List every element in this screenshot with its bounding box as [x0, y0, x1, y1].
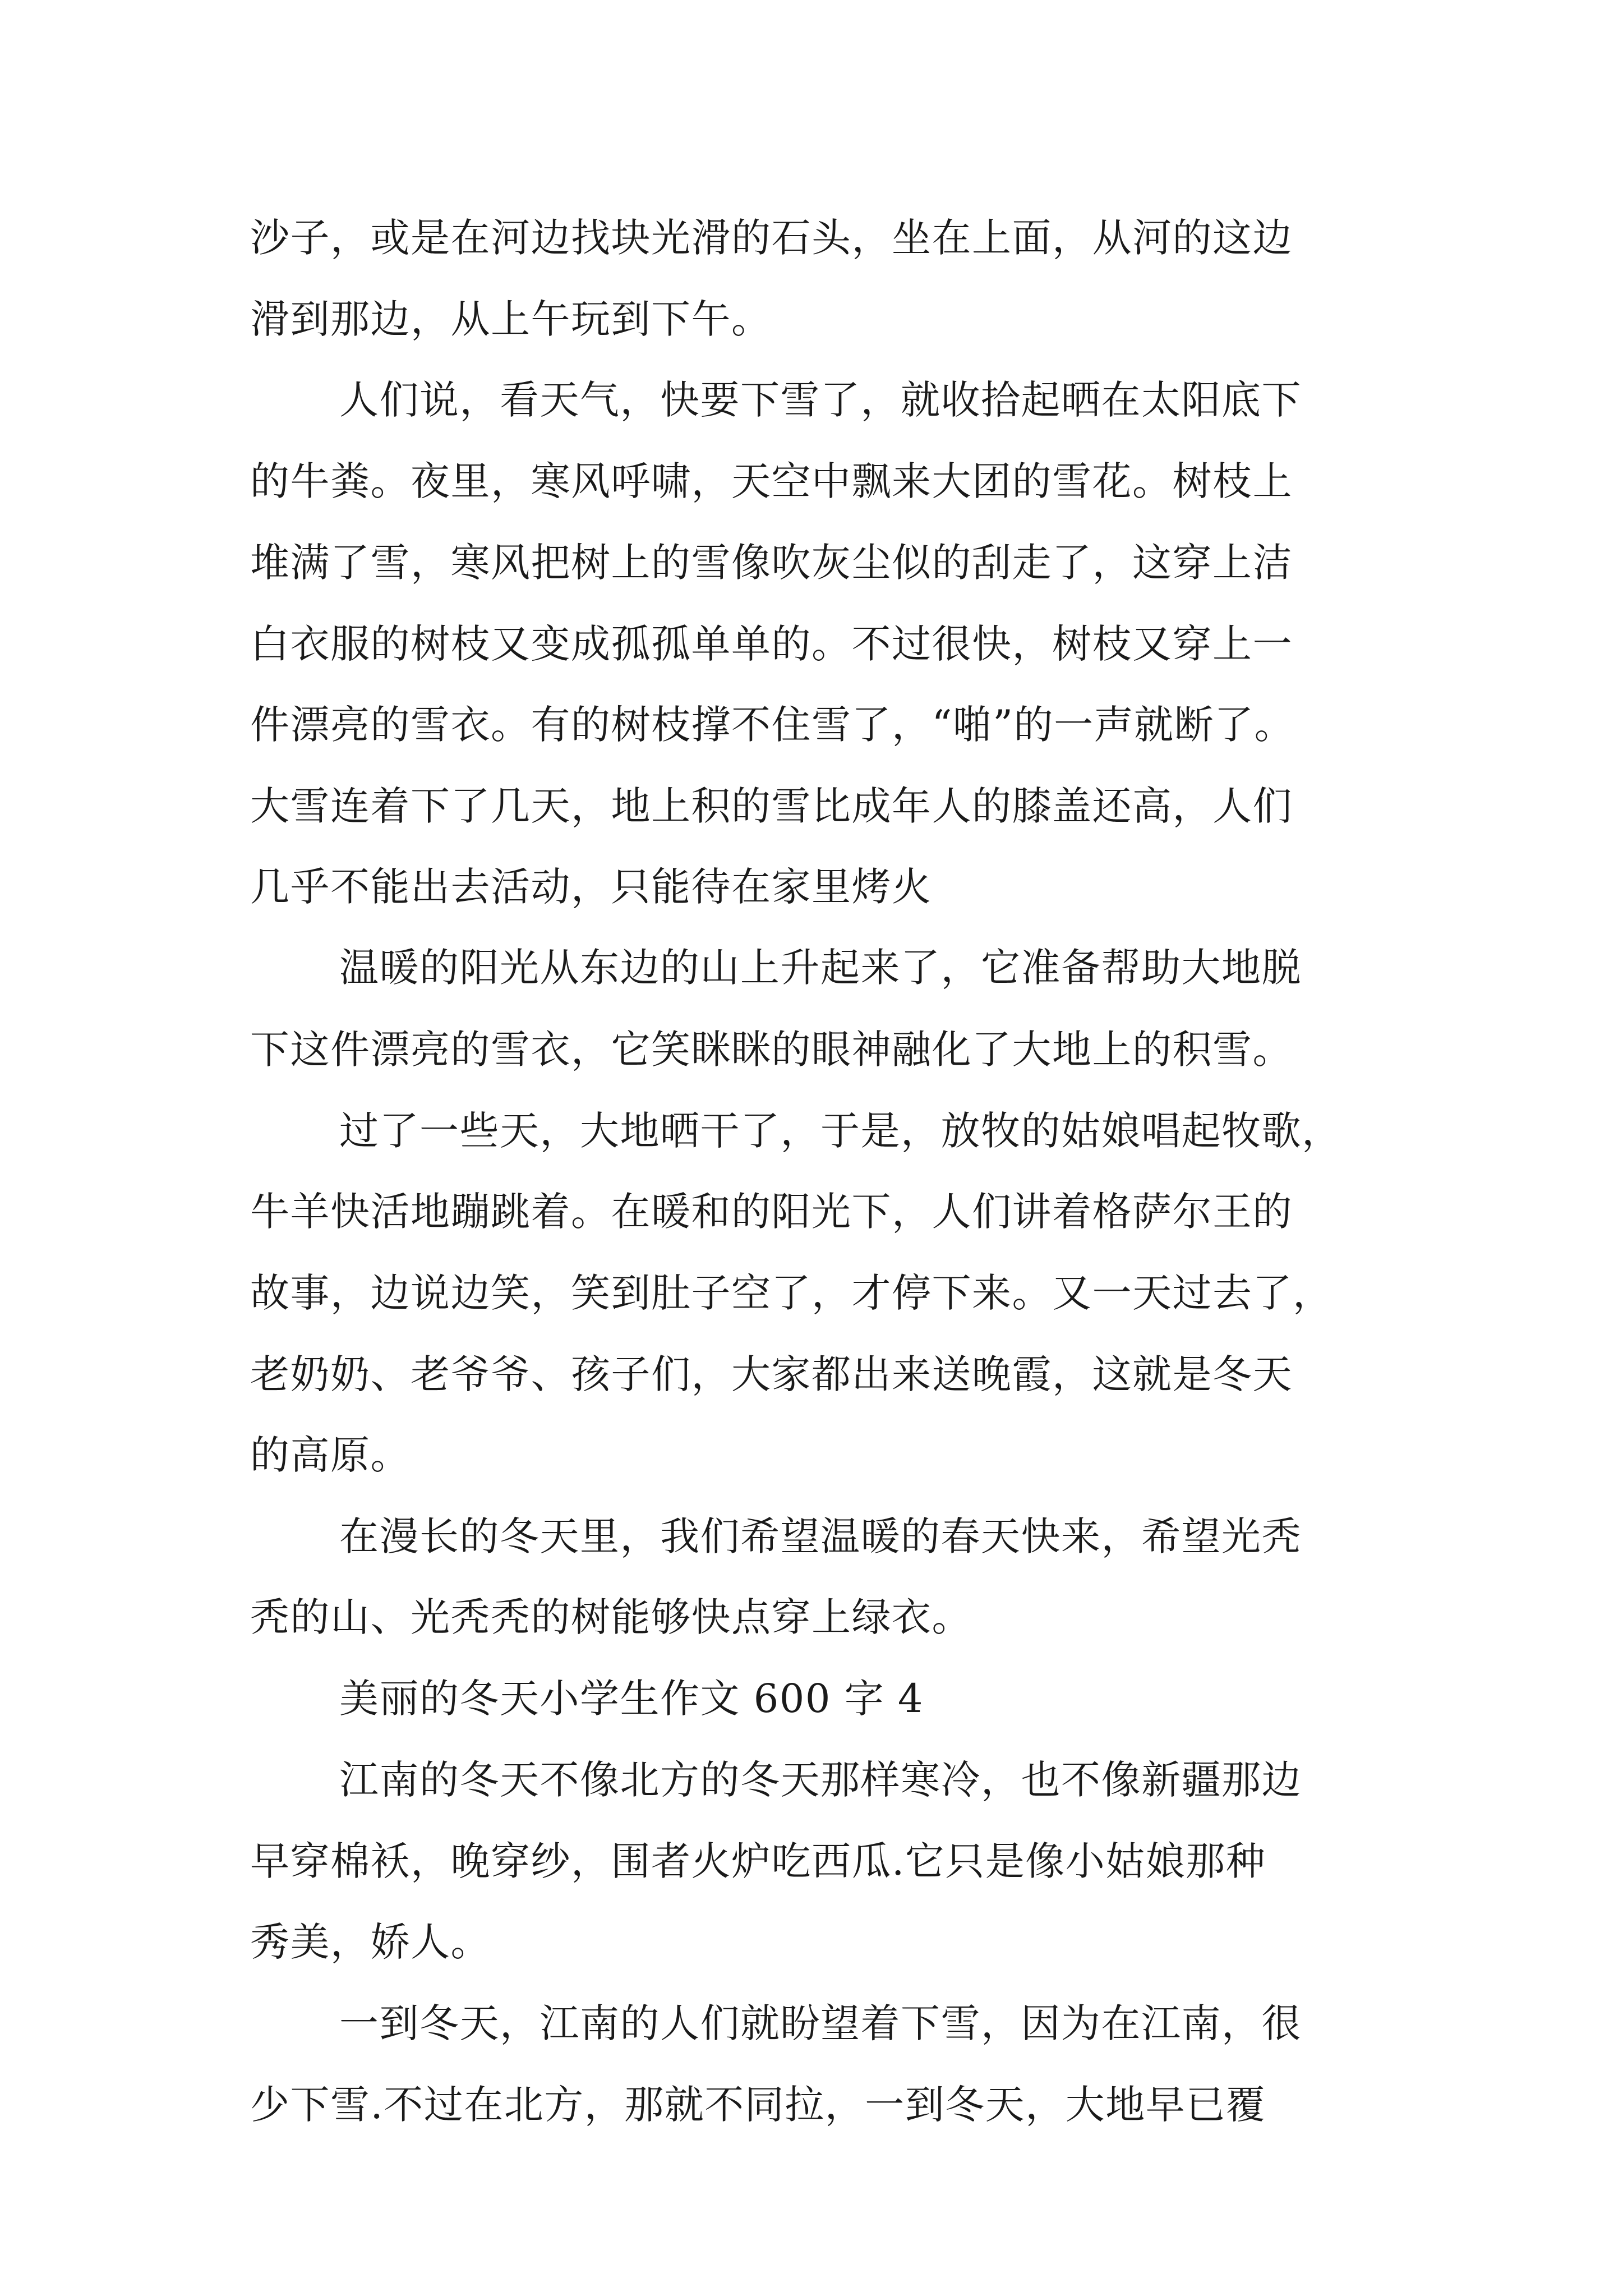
- text-line: 牛羊快活地蹦跳着。在暖和的阳光下，人们讲着格萨尔王的: [250, 1189, 1293, 1235]
- essay-heading: 美丽的冬天小学生作文 600 字 4: [339, 1676, 924, 1722]
- paragraph-start-line: 人们说，看天气，快要下雪了，就收拾起晒在太阳底下: [339, 377, 1302, 423]
- text-line: 大雪连着下了几天，地上积的雪比成年人的膝盖还高，人们: [250, 783, 1293, 829]
- text-line: 秃的山、光秃秃的树能够快点穿上绿衣。: [250, 1594, 972, 1640]
- paragraph-start-line: 江南的冬天不像北方的冬天那样寒冷，也不像新疆那边: [339, 1757, 1302, 1803]
- text-line: 少下雪.不过在北方，那就不同拉，一到冬天，大地早已覆: [250, 2082, 1266, 2128]
- text-line: 几乎不能出去活动，只能待在家里烤火: [250, 864, 932, 910]
- text-line: 下这件漂亮的雪衣，它笑眯眯的眼神融化了大地上的积雪。: [250, 1027, 1293, 1073]
- paragraph-start-line: 温暖的阳光从东边的山上升起来了，它准备帮助大地脱: [339, 945, 1302, 991]
- text-line: 老奶奶、老爷爷、孩子们，大家都出来送晚霞，这就是冬天: [250, 1351, 1293, 1397]
- text-line: 白衣服的树枝又变成孤孤单单的。不过很快，树枝又穿上一: [250, 621, 1293, 667]
- text-line: 早穿棉袄，晚穿纱，围者火炉吃西瓜.它只是像小姑娘那种: [250, 1838, 1266, 1884]
- text-line: 秀美，娇人。: [250, 1919, 491, 1965]
- text-line: 沙子，或是在河边找块光滑的石头，坐在上面，从河的这边: [250, 215, 1293, 261]
- text-line: 故事，边说边笑，笑到肚子空了，才停下来。又一天过去了，: [250, 1270, 1333, 1316]
- paragraph-start-line: 过了一些天，大地晒干了，于是，放牧的姑娘唱起牧歌，: [339, 1108, 1342, 1154]
- text-line: 滑到那边，从上午玩到下午。: [250, 296, 772, 342]
- paragraph-start-line: 一到冬天，江南的人们就盼望着下雪，因为在江南，很: [339, 2000, 1302, 2046]
- text-line: 的牛粪。夜里，寒风呼啸，天空中飘来大团的雪花。树枝上: [250, 458, 1293, 504]
- text-line: 件漂亮的雪衣。有的树枝撑不住雪了，“啪”的一声就断了。: [250, 702, 1295, 748]
- text-line: 的高原。: [250, 1432, 411, 1478]
- paragraph-start-line: 在漫长的冬天里，我们希望温暖的春天快来，希望光秃: [339, 1513, 1302, 1559]
- text-line: 堆满了雪，寒风把树上的雪像吹灰尘似的刮走了，这穿上洁: [250, 540, 1293, 586]
